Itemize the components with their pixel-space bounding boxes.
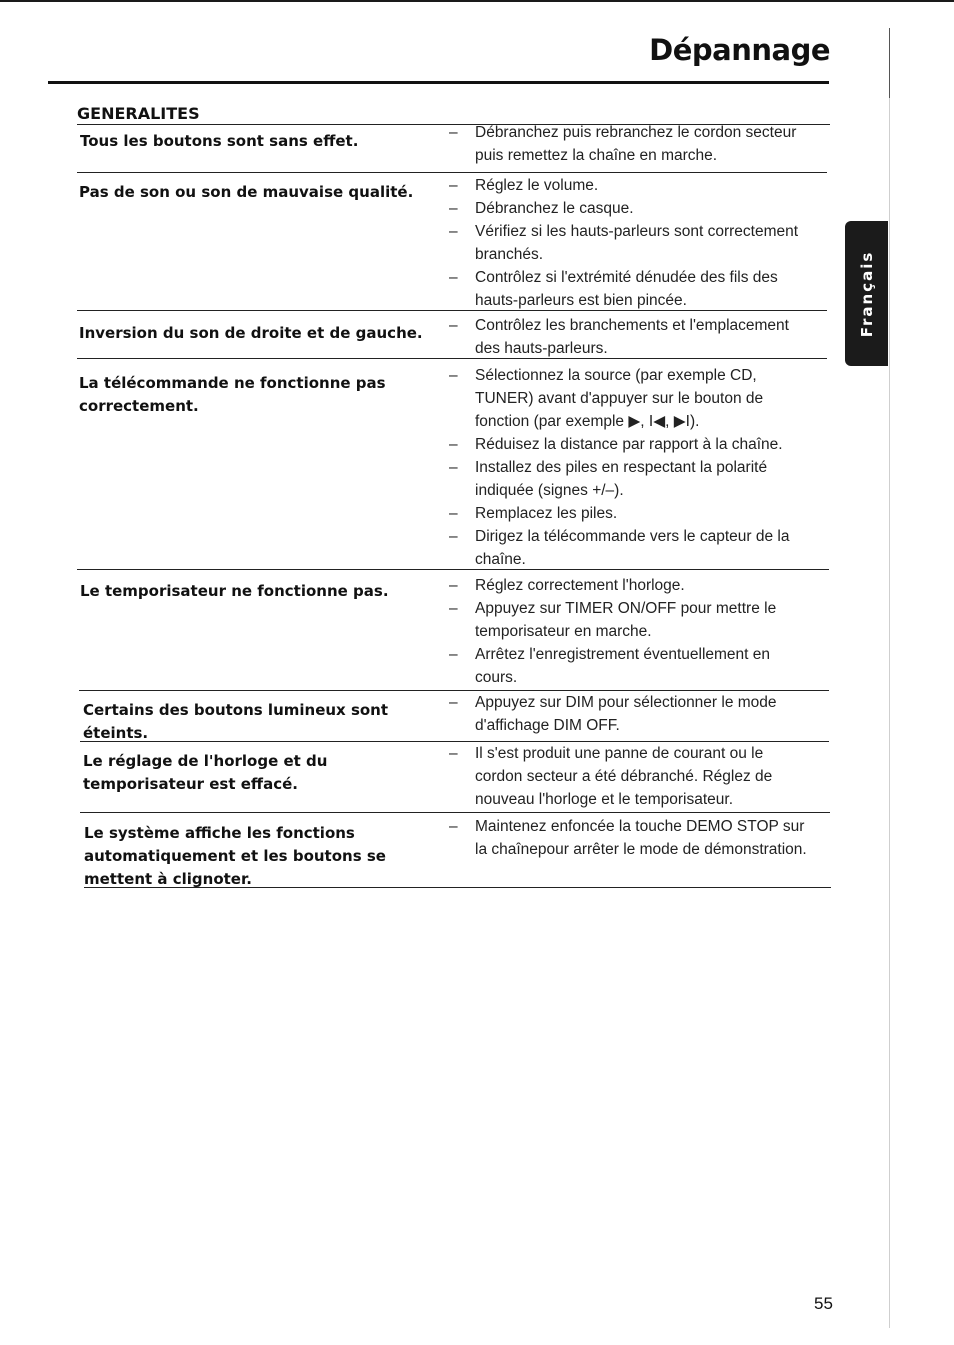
right-margin-line (889, 28, 890, 1328)
dash-bullet: – (449, 646, 458, 663)
problem-label: Certains des boutons lumineux sont éteints. (83, 701, 389, 742)
dash-bullet: – (449, 200, 458, 217)
dash-bullet: – (449, 459, 458, 476)
dash-bullet: – (449, 317, 458, 334)
remedy-item (449, 597, 811, 643)
remedy-text: Maintenez enfoncée la touche DEMO STOP sur la chaînepour arrêter le mode de démonstration. (475, 818, 807, 858)
dash-bullet: – (449, 528, 458, 545)
problem-label: Tous les boutons sont sans effet. (80, 132, 359, 150)
dash-bullet: – (449, 124, 458, 141)
remedy-text: Installez des piles en respectant la polarité indiquée (signes +/–). (475, 459, 768, 499)
right-margin-line-top (889, 28, 890, 98)
dash-bullet: – (449, 436, 458, 453)
remedy-text: Dirigez la télécommande vers le capteur de la chaîne. (475, 528, 790, 568)
title-underline (48, 81, 829, 84)
section-heading: GENERALITES (77, 104, 200, 123)
remedy-text: Débranchez le casque. (475, 200, 634, 217)
remedy-text: Il s'est produit une panne de courant ou le cordon secteur a été débranché. Réglez de nouveau l'horloge et le temporisateur. (475, 745, 773, 808)
remedy-item (449, 525, 811, 571)
remedy-item (449, 574, 811, 597)
remedy-text: Arrêtez l'enregistrement éventuellement en cours. (475, 646, 771, 686)
dash-bullet: – (449, 505, 458, 522)
remedy-text: Réduisez la distance par rapport à la chaîne. (475, 436, 783, 453)
dash-bullet: – (449, 367, 458, 384)
remedy-item (449, 314, 811, 360)
row-divider (80, 812, 830, 813)
remedy-item (449, 742, 811, 811)
dash-bullet: – (449, 745, 458, 762)
remedy-text: Réglez correctement l'horloge. (475, 577, 685, 594)
top-border-rule (0, 0, 954, 2)
remedy-item (449, 433, 811, 456)
remedy-item (449, 815, 811, 861)
remedy-list (449, 815, 811, 861)
remedy-text: Appuyez sur TIMER ON/OFF pour mettre le temporisateur en marche. (475, 600, 777, 640)
remedy-list (449, 691, 811, 737)
dash-bullet: – (449, 177, 458, 194)
language-tab-label: Français (857, 250, 876, 337)
remedy-item (449, 502, 811, 525)
dash-bullet: – (449, 577, 458, 594)
remedy-item (449, 364, 811, 433)
remedy-item (449, 691, 811, 737)
remedy-item (449, 266, 811, 312)
remedy-text: Contrôlez si l'extrémité dénudée des fils des hauts-parleurs est bien pincée. (475, 269, 778, 309)
problem-label: Le temporisateur ne fonctionne pas. (80, 582, 389, 600)
problem-label: Le système affiche les fonctions automatiquement et les boutons se mettent à clignoter. (84, 824, 386, 888)
dash-bullet: – (449, 818, 458, 835)
remedy-text: Débranchez puis rebranchez le cordon secteur puis remettez la chaîne en marche. (475, 124, 797, 164)
language-tab (845, 221, 888, 366)
remedy-item (449, 643, 811, 689)
remedy-list (449, 364, 811, 571)
dash-bullet: – (449, 600, 458, 617)
problem-label: Pas de son ou son de mauvaise qualité. (79, 183, 414, 201)
remedy-item (449, 456, 811, 502)
remedy-item (449, 174, 811, 197)
problem-label: La télécommande ne fonctionne pas correctement. (79, 374, 386, 415)
row-divider (77, 172, 827, 173)
remedy-item (449, 220, 811, 266)
remedy-list (449, 742, 811, 811)
remedy-item (449, 121, 811, 167)
remedy-text: Réglez le volume. (475, 177, 599, 194)
remedy-text: Remplacez les piles. (475, 505, 618, 522)
dash-bullet: – (449, 694, 458, 711)
problem-label: Le réglage de l'horloge et du temporisateur est effacé. (83, 752, 328, 793)
remedy-list (449, 314, 811, 360)
page-number: 55 (814, 1294, 833, 1313)
remedy-text: Sélectionnez la source (par exemple CD, TUNER) avant d'appuyer sur le bouton de fonction (par exemple ▶, I◀, ▶I). (475, 367, 764, 430)
remedy-list (449, 174, 811, 312)
dash-bullet: – (449, 223, 458, 240)
problem-label: Inversion du son de droite et de gauche. (79, 324, 423, 342)
remedy-item (449, 197, 811, 220)
dash-bullet: – (449, 269, 458, 286)
remedy-text: Contrôlez les branchements et l'emplacement des hauts-parleurs. (475, 317, 789, 357)
remedy-list (449, 574, 811, 689)
remedy-text: Appuyez sur DIM pour sélectionner le mode d'affichage DIM OFF. (475, 694, 777, 734)
page-title: Dépannage (649, 33, 830, 67)
remedy-list (449, 121, 811, 167)
remedy-text: Vérifiez si les hauts-parleurs sont correctement branchés. (475, 223, 799, 263)
